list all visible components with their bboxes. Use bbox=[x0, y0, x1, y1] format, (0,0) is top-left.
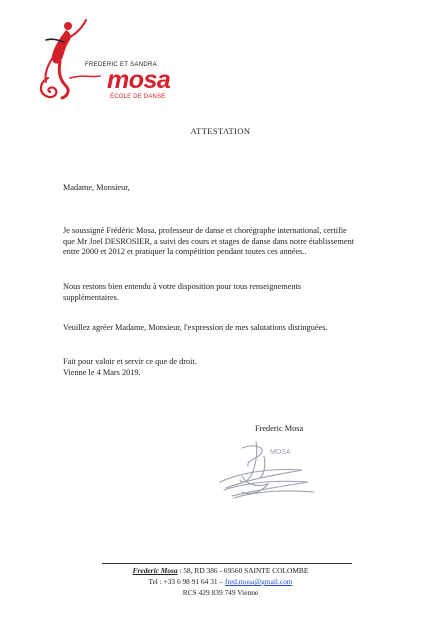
paragraph-line: entre 2000 et 2012 et pratiquer la compétition pendant toutes ces années.. bbox=[63, 247, 307, 257]
paragraph-salutations: Veuillez agréer Madame, Monsieur, l'expression de mes salutations distinguées. bbox=[63, 323, 328, 332]
closing-line: Fait pour valoir et servir ce que de droit. bbox=[63, 357, 197, 366]
signer-name: Frederic Mosa bbox=[255, 424, 304, 433]
paragraph-certification bbox=[63, 226, 403, 258]
logo-subtitle: ÉCOLE DE DANSE bbox=[110, 94, 166, 100]
signature-stamp-text: MOSA bbox=[270, 449, 291, 456]
footer-name: Frederic Mosa bbox=[132, 566, 178, 575]
paragraph-availability bbox=[63, 282, 403, 303]
paragraph-line: supplémentaires. bbox=[63, 292, 119, 302]
footer-telephone: Tel : +33 6 98 91 64 31 – bbox=[148, 577, 225, 586]
paragraph-line: que Mr Joel DESROSIER, a suivi des cours et stages de danse dans notre établissement bbox=[63, 236, 355, 246]
footer-address-line bbox=[0, 566, 441, 576]
paragraph-line: Je soussigné Frédéric Mosa, professeur de danse et chorégraphe international, certifie bbox=[63, 226, 347, 235]
paragraph-line: Nous restons bien entendu à votre disposition pour tous renseignements bbox=[63, 282, 302, 291]
date-line: Vienne le 4 Mars 2019. bbox=[63, 367, 141, 377]
logo-top-line: FREDERIC ET SANDRA bbox=[85, 62, 157, 68]
closing-block bbox=[63, 357, 403, 378]
footer-divider bbox=[102, 563, 352, 564]
logo-brand-name: mosa bbox=[107, 66, 171, 94]
dance-school-logo bbox=[30, 18, 190, 108]
salutation: Madame, Monsieur, bbox=[63, 183, 130, 192]
footer-contact-line bbox=[0, 577, 441, 587]
footer-email-link[interactable]: fred.mosa@gmail.com bbox=[224, 577, 293, 586]
document-title: ATTESTATION bbox=[190, 126, 251, 136]
footer-rcs: RCS 429 839 749 Vienne bbox=[182, 588, 259, 597]
footer-address: : 58, RD 386 - 69560 SAINTE COLOMBE bbox=[177, 566, 309, 575]
handwritten-signature bbox=[212, 438, 332, 508]
